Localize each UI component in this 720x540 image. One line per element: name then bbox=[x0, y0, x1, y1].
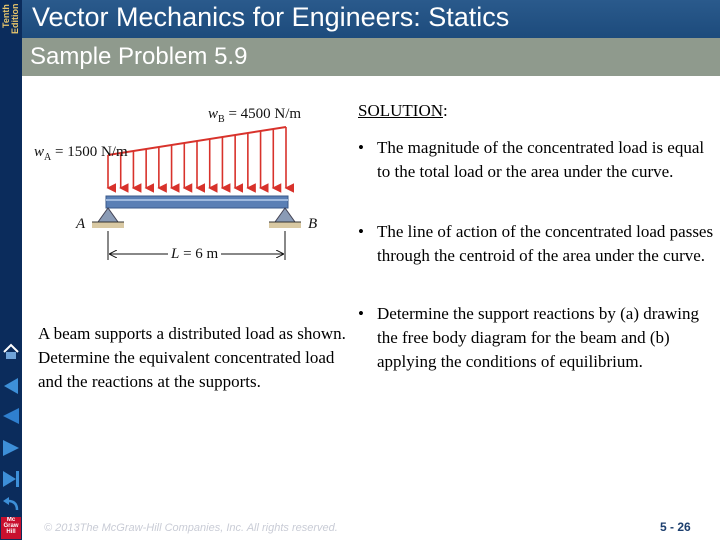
publisher-logo: Mc Graw Hill bbox=[1, 517, 21, 539]
load-label-b: $w_B = 4500$ N/m bbox=[208, 106, 302, 125]
beam-figure bbox=[28, 100, 340, 278]
title-bar bbox=[22, 0, 720, 38]
load-label-a: $w_A = 1500$ N/m bbox=[34, 144, 128, 163]
beam bbox=[106, 196, 288, 208]
course-title: Vector Mechanics for Engineers: Statics bbox=[32, 2, 510, 32]
solution-bullet-3: • Determine the support reactions by (a) drawing the free body diagram for the beam and (b) applying the conditions of equilibrium. bbox=[358, 304, 699, 371]
solution-bullet-1: • The magnitude of the concentrated load is equal to the total load or the area under the curve. bbox=[358, 138, 705, 181]
load-arrows bbox=[108, 127, 286, 188]
next-icon[interactable] bbox=[1, 437, 21, 459]
point-b-label: B bbox=[308, 216, 318, 232]
solution-heading: SOLUTION: bbox=[358, 101, 448, 120]
subtitle-bar bbox=[22, 38, 720, 76]
solution-bullet-2: • The line of action of the concentrated load passes through the centroid of the area under the curve. bbox=[358, 222, 714, 265]
slide-title: Sample Problem 5.9 bbox=[30, 43, 248, 70]
page-number: 5 - 26 bbox=[660, 520, 691, 534]
first-slide-icon[interactable] bbox=[1, 375, 21, 397]
problem-statement: A beam supports a distributed load as shown. Determine the equivalent concentrated load and the reactions at the supports. bbox=[38, 324, 346, 391]
last-slide-icon[interactable] bbox=[1, 468, 21, 490]
back-icon[interactable] bbox=[1, 496, 21, 518]
side-nav-strip bbox=[0, 0, 22, 540]
length-label: L = 6 m bbox=[168, 246, 221, 263]
edition-label: Tenth Edition bbox=[1, 4, 20, 35]
support-b bbox=[269, 208, 301, 228]
point-a-label: A bbox=[76, 216, 86, 232]
support-a bbox=[92, 208, 124, 228]
home-icon[interactable] bbox=[1, 341, 21, 363]
copyright-notice: © 2013The McGraw-Hill Companies, Inc. All rights reserved. bbox=[44, 522, 338, 534]
previous-icon[interactable] bbox=[1, 405, 21, 427]
